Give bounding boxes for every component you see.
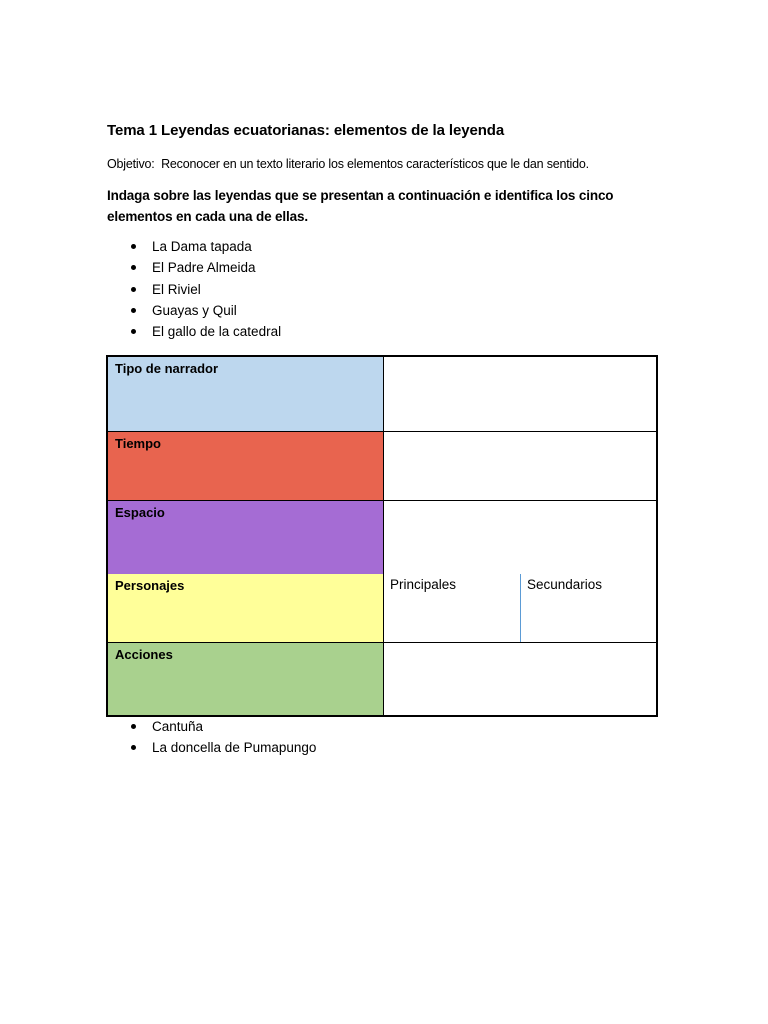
list-item: Cantuña xyxy=(107,716,316,737)
row-label-tipo-de-narrador: Tipo de narrador xyxy=(108,357,384,431)
table-row-acciones xyxy=(108,643,656,715)
bullet-icon xyxy=(131,287,136,292)
list-item: El Padre Almeida xyxy=(107,257,281,278)
table-row-tiempo xyxy=(108,432,656,501)
table-row-personajes xyxy=(108,574,656,643)
row-value-tiempo[interactable] xyxy=(384,432,656,500)
column-divider xyxy=(520,574,521,642)
objective-text: Objetivo: Reconocer en un texto literario los elementos característicos que le dan sentido. xyxy=(107,157,589,171)
list-item: El Riviel xyxy=(107,279,281,300)
row-label-espacio: Espacio xyxy=(108,501,384,574)
list-item: La doncella de Pumapungo xyxy=(107,737,316,758)
bullet-icon xyxy=(131,745,136,750)
list-item: Guayas y Quil xyxy=(107,300,281,321)
row-label-acciones: Acciones xyxy=(108,643,384,715)
legend-elements-table xyxy=(106,355,658,717)
table-row-tipo-de-narrador xyxy=(108,357,656,432)
row-value-personajes xyxy=(384,574,656,642)
row-value-tipo-de-narrador[interactable] xyxy=(384,357,656,431)
bullet-icon xyxy=(131,329,136,334)
table-row-espacio xyxy=(108,501,656,574)
row-label-tiempo: Tiempo xyxy=(108,432,384,500)
list-item: El gallo de la catedral xyxy=(107,321,281,342)
row-value-espacio[interactable] xyxy=(384,501,656,574)
legends-list-top xyxy=(107,236,281,342)
bullet-icon xyxy=(131,244,136,249)
bullet-icon xyxy=(131,265,136,270)
document-title: Tema 1 Leyendas ecuatorianas: elementos de la leyenda xyxy=(107,122,505,139)
row-label-personajes: Personajes xyxy=(108,574,384,642)
column-label-principales: Principales xyxy=(390,577,457,592)
legends-list-bottom xyxy=(107,716,316,759)
bullet-icon xyxy=(131,308,136,313)
instruction-text: Indaga sobre las leyendas que se presentan a continuación e identifica los cinco elementos en cada una de ellas. xyxy=(107,188,614,224)
list-item: La Dama tapada xyxy=(107,236,281,257)
bullet-icon xyxy=(131,724,136,729)
row-value-acciones[interactable] xyxy=(384,643,656,715)
column-label-secundarios: Secundarios xyxy=(527,577,603,592)
